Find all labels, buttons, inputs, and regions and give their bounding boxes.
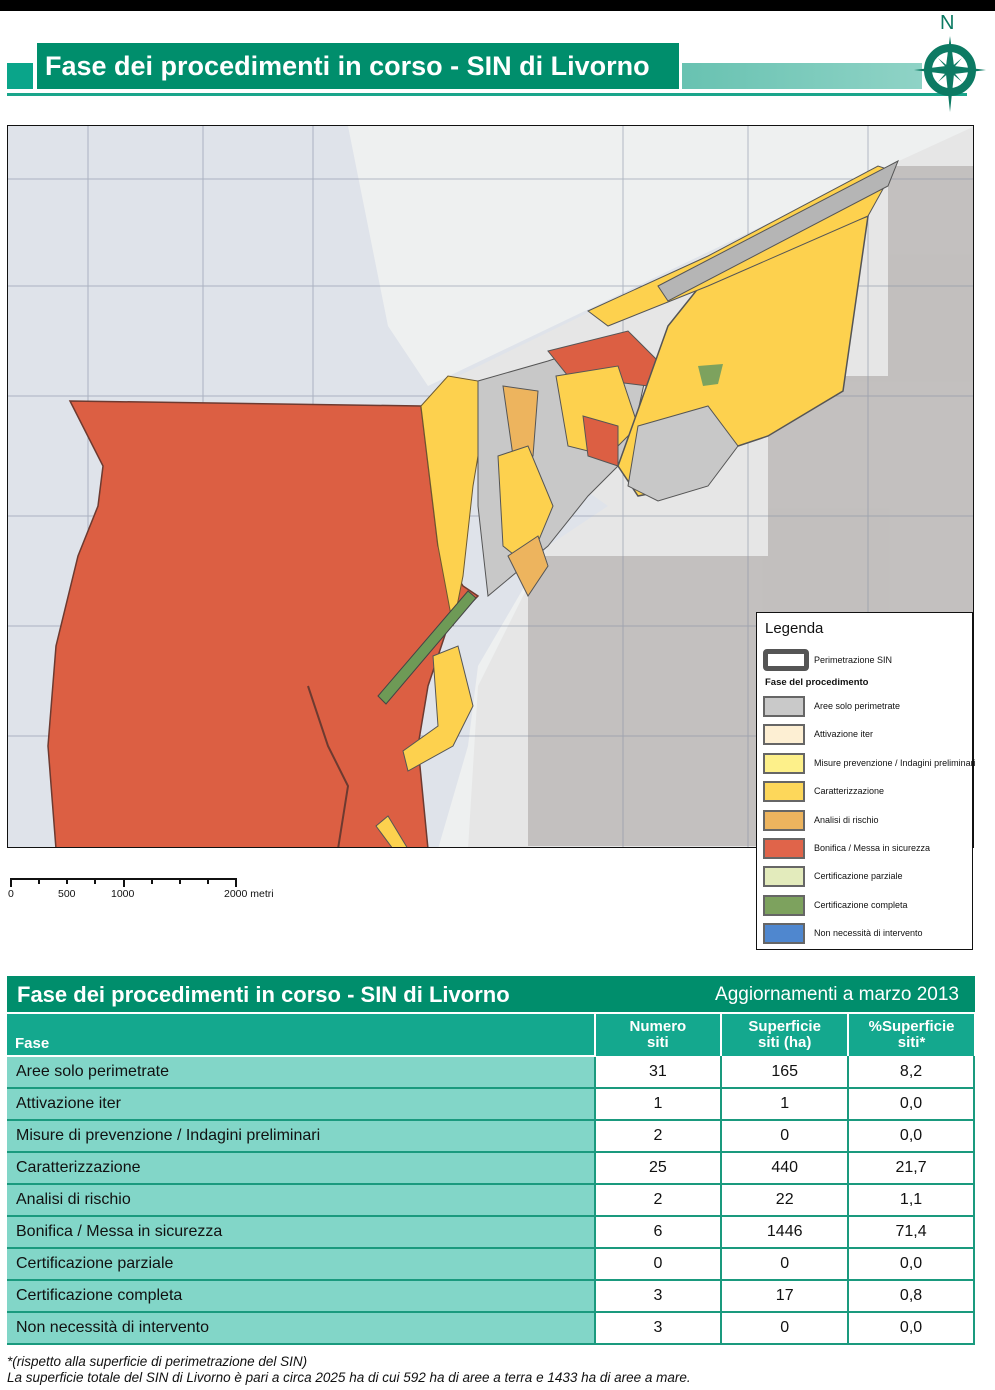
legend-label: Certificazione parziale	[814, 871, 903, 882]
legend-label: Caratterizzazione	[814, 786, 885, 797]
legend-label: Analisi di rischio	[814, 814, 879, 825]
table-header-row	[7, 1014, 974, 1056]
legend-item	[763, 810, 968, 832]
header-divider	[7, 93, 967, 96]
legend-label: Attivazione iter	[814, 729, 874, 740]
table-row	[7, 1184, 974, 1216]
cell-numero-siti: 2	[595, 1184, 722, 1216]
scale-bar	[10, 874, 290, 904]
phase-table	[7, 1014, 975, 1345]
col-header-superficie: Superficie siti (ha)	[721, 1014, 848, 1056]
legend-label: Misure prevenzione / Indagini preliminari	[814, 757, 976, 768]
table-row	[7, 1248, 974, 1280]
table-row	[7, 1152, 974, 1184]
col-header-numero-siti: Numero siti	[595, 1014, 722, 1056]
cell-perc-superficie: 1,1	[848, 1184, 974, 1216]
table-row	[7, 1280, 974, 1312]
cell-fase: Misure di prevenzione / Indagini preliminari	[7, 1120, 595, 1152]
cell-perc-superficie: 0,8	[848, 1280, 974, 1312]
legend-swatch	[763, 696, 805, 717]
cell-perc-superficie: 0,0	[848, 1312, 974, 1344]
cell-fase: Certificazione completa	[7, 1280, 595, 1312]
cell-perc-superficie: 8,2	[848, 1056, 974, 1088]
legend-section-title: Fase del procedimento	[765, 677, 869, 688]
cell-fase: Caratterizzazione	[7, 1152, 595, 1184]
legend-label: Non necessità di intervento	[814, 928, 923, 939]
scale-label-1000: 1000	[111, 888, 135, 900]
legend-swatch	[763, 781, 805, 802]
legend-swatch	[763, 866, 805, 887]
cell-numero-siti: 25	[595, 1152, 722, 1184]
cell-fase: Attivazione iter	[7, 1088, 595, 1120]
cell-numero-siti: 6	[595, 1216, 722, 1248]
cell-numero-siti: 0	[595, 1248, 722, 1280]
legend-swatch	[763, 810, 805, 831]
cell-numero-siti: 31	[595, 1056, 722, 1088]
table-title: Fase dei procedimenti in corso - SIN di Livorno	[17, 982, 510, 1007]
cell-superficie: 440	[721, 1152, 848, 1184]
page-title: Fase dei procedimenti in corso - SIN di Livorno	[37, 43, 679, 89]
cell-numero-siti: 1	[595, 1088, 722, 1120]
cell-fase: Bonifica / Messa in sicurezza	[7, 1216, 595, 1248]
table-row	[7, 1312, 974, 1344]
cell-fase: Analisi di rischio	[7, 1184, 595, 1216]
legend-label: Certificazione completa	[814, 899, 908, 910]
legend-item	[763, 724, 968, 746]
scale-label-2000: 2000 metri	[224, 888, 274, 900]
cell-superficie: 1446	[721, 1216, 848, 1248]
cell-superficie: 22	[721, 1184, 848, 1216]
legend-swatch	[763, 923, 805, 944]
cell-perc-superficie: 0,0	[848, 1088, 974, 1120]
legend-item	[763, 895, 968, 917]
legend-swatch	[763, 753, 805, 774]
legend-boundary-label: Perimetrazione SIN	[814, 655, 893, 665]
cell-superficie: 17	[721, 1280, 848, 1312]
header-accent-square	[7, 63, 33, 89]
col-header-perc-superficie: %Superficie siti*	[848, 1014, 974, 1056]
legend-item	[763, 696, 968, 718]
cell-superficie: 165	[721, 1056, 848, 1088]
table-update-date: Aggiornamenti a marzo 2013	[715, 984, 959, 1005]
legend-item	[763, 923, 968, 945]
legend-item	[763, 838, 968, 860]
cell-numero-siti: 3	[595, 1280, 722, 1312]
scale-label-500: 500	[58, 888, 76, 900]
legend-item	[763, 753, 976, 775]
legend-swatch	[763, 895, 805, 916]
legend-boundary-swatch	[763, 649, 809, 671]
table-row	[7, 1056, 974, 1088]
legend-title: Legenda	[765, 620, 824, 637]
col-header-fase: Fase	[7, 1014, 595, 1056]
footnote: *(rispetto alla superficie di perimetrazione del SIN)	[7, 1354, 308, 1369]
table-row	[7, 1216, 974, 1248]
top-bar	[0, 0, 995, 11]
legend-item	[763, 781, 968, 803]
cell-perc-superficie: 0,0	[848, 1120, 974, 1152]
cell-perc-superficie: 21,7	[848, 1152, 974, 1184]
cell-fase: Aree solo perimetrate	[7, 1056, 595, 1088]
cell-superficie: 0	[721, 1312, 848, 1344]
header-strip	[682, 63, 922, 89]
map-legend	[756, 612, 976, 950]
legend-label: Bonifica / Messa in sicurezza	[814, 843, 931, 853]
legend-item	[763, 866, 968, 888]
cell-perc-superficie: 0,0	[848, 1248, 974, 1280]
cell-superficie: 1	[721, 1088, 848, 1120]
scale-label-0: 0	[8, 888, 14, 900]
cell-fase: Certificazione parziale	[7, 1248, 595, 1280]
summary-note: La superficie totale del SIN di Livorno è pari a circa 2025 ha di cui 592 ha di aree a terra e 1433 ha di aree a mare.	[7, 1370, 691, 1385]
cell-numero-siti: 3	[595, 1312, 722, 1344]
cell-fase: Non necessità di intervento	[7, 1312, 595, 1344]
cell-perc-superficie: 71,4	[848, 1216, 974, 1248]
north-label: N	[940, 12, 955, 34]
compass-rose-icon	[910, 12, 990, 114]
table-title-bar	[7, 976, 975, 1012]
cell-superficie: 0	[721, 1248, 848, 1280]
cell-superficie: 0	[721, 1120, 848, 1152]
legend-swatch	[763, 724, 805, 745]
legend-swatch	[763, 838, 805, 859]
legend-label: Aree solo perimetrate	[814, 701, 901, 711]
table-row	[7, 1088, 974, 1120]
cell-numero-siti: 2	[595, 1120, 722, 1152]
table-row	[7, 1120, 974, 1152]
